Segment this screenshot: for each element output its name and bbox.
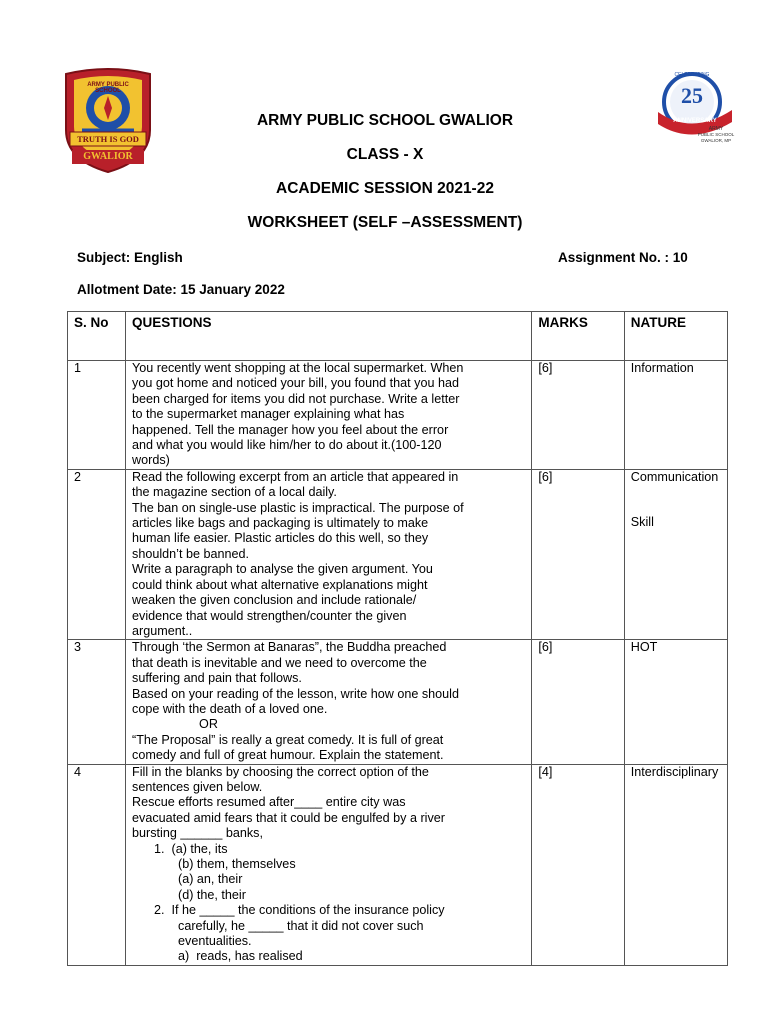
- question-line: bursting ______ banks,: [132, 826, 263, 841]
- nature-line: Skill: [630, 515, 654, 530]
- crest-city: GWALIOR: [83, 151, 133, 162]
- anniversary-top-text: CELEBRATING: [674, 72, 710, 78]
- question-line: carefully, he _____ that it did not cover such: [178, 918, 424, 933]
- question-line: suffering and pain that follows.: [132, 671, 302, 686]
- question-line: argument..: [132, 623, 193, 638]
- table-row: [68, 361, 728, 470]
- class-line: CLASS - X: [346, 146, 424, 163]
- question-line: You recently went shopping at the local supermarket. When: [132, 361, 464, 375]
- question-text: [126, 469, 532, 639]
- header-questions: QUESTIONS: [126, 312, 532, 361]
- question-line: Write a paragraph to analyse the given argument. You: [132, 562, 433, 577]
- table-row: [68, 469, 728, 639]
- anniversary-line1: ARMY: [708, 126, 724, 132]
- row-nature: Information: [624, 361, 727, 470]
- question-line: shouldn’t be banned.: [132, 546, 249, 561]
- allotment-date: Allotment Date: 15 January 2022: [77, 282, 285, 297]
- academic-session: ACADEMIC SESSION 2021-22: [276, 180, 494, 197]
- question-line: weaken the given conclusion and include rationale/: [132, 593, 417, 608]
- worksheet-title: WORKSHEET (SELF –ASSESSMENT): [247, 214, 523, 231]
- row-sno: 3: [68, 640, 126, 764]
- question-line: you got home and noticed your bill, you found that you had: [132, 376, 459, 391]
- question-line: Fill in the blanks by choosing the correct option of the: [132, 764, 429, 779]
- question-line: sentences given below.: [132, 779, 263, 794]
- table-row: [68, 640, 728, 764]
- row-sno: 4: [68, 764, 126, 965]
- question-line: could think about what alternative explanations might: [132, 577, 428, 592]
- question-line: “The Proposal” is really a great comedy. It is full of great: [132, 732, 444, 747]
- question-line: and what you would like him/her to do about it.(100-120: [132, 438, 442, 453]
- question-line: eventualities.: [178, 934, 252, 949]
- question-text: [126, 764, 532, 965]
- row-marks: [6]: [532, 469, 624, 639]
- table-row: [68, 764, 728, 965]
- row-nature: HOT: [624, 640, 727, 764]
- assignment-number: Assignment No. : 10: [558, 250, 688, 265]
- question-line: happened. Tell the manager how you feel about the error: [132, 422, 449, 437]
- crest-motto: TRUTH IS GOD: [77, 134, 139, 144]
- option-line: (d) the, their: [178, 887, 246, 902]
- question-line: evacuated amid fears that it could be engulfed by a river: [132, 810, 445, 825]
- question-line: that death is inevitable and we need to overcome the: [132, 655, 427, 670]
- row-nature: Interdisciplinary: [624, 764, 727, 965]
- header-sno: S. No: [68, 312, 126, 361]
- question-line: the magazine section of a local daily.: [132, 485, 337, 500]
- question-line: articles like bags and packaging is ultimately to make: [132, 516, 429, 531]
- anniversary-band-text: ANNIVERSARY: [673, 118, 717, 124]
- anniversary-logo: [652, 70, 738, 150]
- school-crest-logo: [60, 68, 156, 174]
- nature-line: Communication: [630, 469, 719, 484]
- anniversary-number: 25: [681, 83, 703, 108]
- row-marks: [6]: [532, 640, 624, 764]
- question-line: comedy and full of great humour. Explain the statement.: [132, 748, 444, 763]
- crest-arc-text: ARMY PUBLIC SCHOOL: [87, 82, 129, 94]
- question-text: [126, 361, 532, 470]
- subject-label: Subject: English: [77, 250, 183, 265]
- sub-question-1: 1. (a) the, its: [154, 841, 228, 856]
- question-line: been charged for items you did not purchase. Write a letter: [132, 391, 460, 406]
- question-line: to the supermarket manager explaining what has: [132, 407, 405, 422]
- header-nature: NATURE: [624, 312, 727, 361]
- row-sno: 2: [68, 469, 126, 639]
- row-nature: [624, 469, 727, 639]
- worksheet-table: [67, 311, 728, 966]
- row-marks: [6]: [532, 361, 624, 470]
- row-sno: 1: [68, 361, 126, 470]
- row-marks: [4]: [532, 764, 624, 965]
- option-line: a) reads, has realised: [178, 949, 303, 964]
- question-line: The ban on single-use plastic is impractical. The purpose of: [132, 500, 464, 515]
- or-separator: OR: [199, 717, 218, 732]
- question-line: Through ‘the Sermon at Banaras”, the Buddha preached: [132, 640, 447, 655]
- sub-question-2: 2. If he _____ the conditions of the insurance policy: [154, 903, 445, 918]
- question-line: Based on your reading of the lesson, write how one should: [132, 686, 459, 701]
- option-line: (a) an, their: [178, 872, 243, 887]
- question-line: evidence that would strengthen/counter the given: [132, 608, 407, 623]
- table-header-row: [68, 312, 728, 361]
- question-line: human life easier. Plastic articles do this well, so they: [132, 531, 429, 546]
- question-line: words): [132, 453, 170, 468]
- question-text: [126, 640, 532, 764]
- anniversary-line3: GWALIOR, MP: [700, 138, 732, 143]
- option-line: (b) them, themselves: [178, 857, 296, 871]
- header-marks: MARKS: [532, 312, 624, 361]
- anniversary-line2: PUBLIC SCHOOL: [697, 132, 735, 137]
- question-line: Rescue efforts resumed after____ entire city was: [132, 795, 406, 810]
- question-line: cope with the death of a loved one.: [132, 701, 328, 716]
- question-line: Read the following excerpt from an article that appeared in: [132, 469, 459, 484]
- school-name: ARMY PUBLIC SCHOOL GWALIOR: [256, 112, 514, 129]
